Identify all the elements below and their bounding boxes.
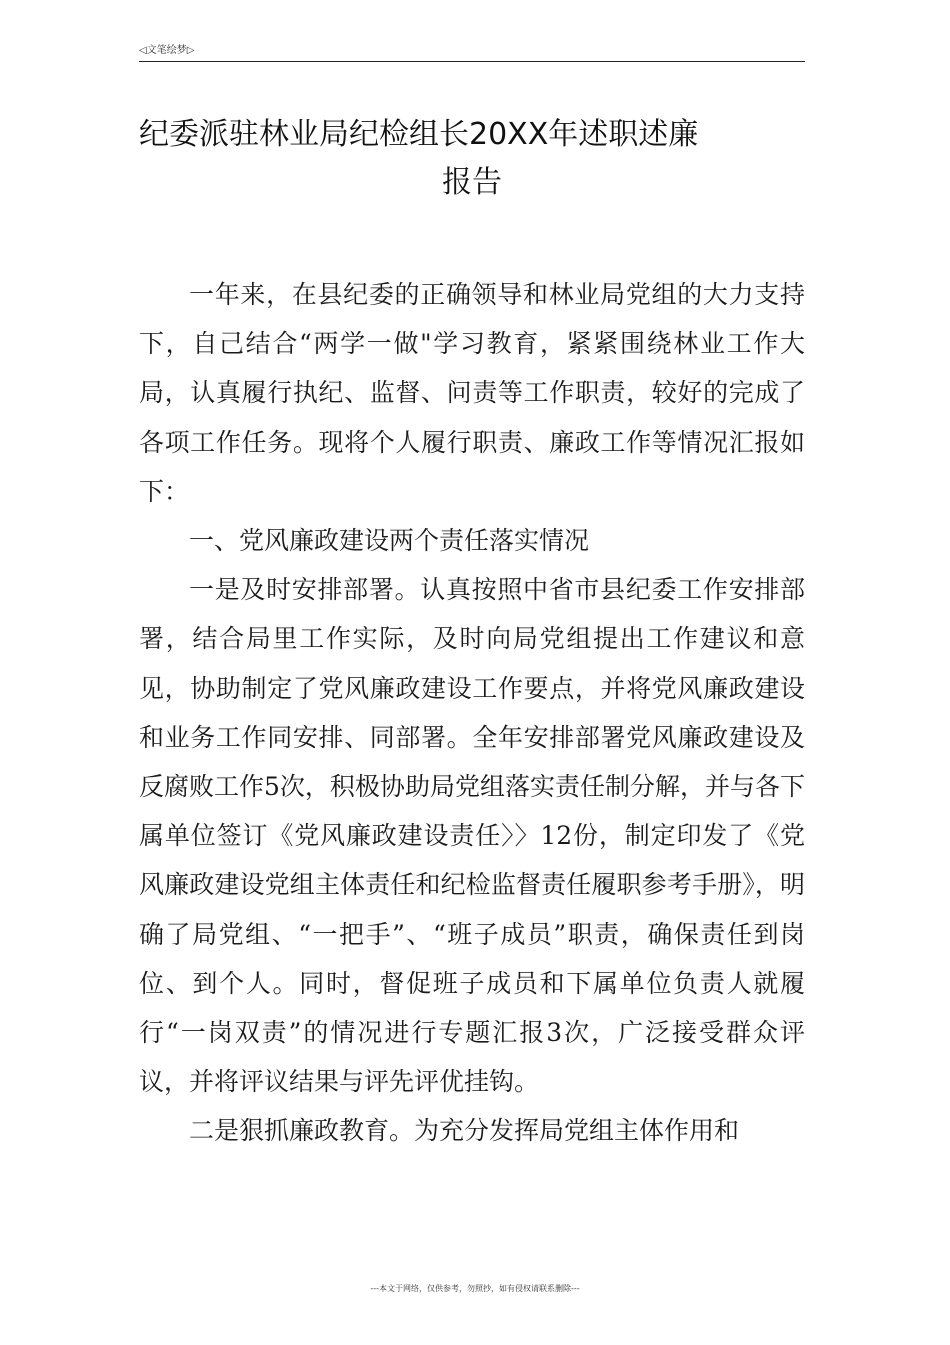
document-title-line-1: 纪委派驻林业局纪检组长20XX年述职述廉 xyxy=(139,117,699,152)
paragraph-deployment: 一是及时安排部署。认真按照中省市县纪委工作安排部署，结合局里工作实际，及时向局党组提出工作建议和意见，协助制定了党风廉政建设工作要点，并将党风廉政建设和业务工作同安排、同部署。全年安排部署党风廉政建设及反腐败工作5次，积极协助局党组落实责任制分解，并与各下属单位签订《党风廉政建设责任〉〉12份，制定印发了《党风廉政建设党组主体责任和纪检监督责任履职参考手册》，明确了局党组、“一把手”、“班子成员”职责，确保责任到岗位、到个人。同时，督促班子成员和下属单位负责人就履行“一岗双责”的情况进行专题汇报3次，广泛接受群众评议，并将评议结果与评先评优挂钩。 xyxy=(139,575,805,1097)
section-heading: 一、党风廉政建设两个责任落实情况 xyxy=(189,526,590,556)
document-body xyxy=(139,270,805,1156)
paragraph-education: 二是狠抓廉政教育。为充分发挥局党组主体作用和 xyxy=(189,1116,740,1146)
document-title-line-2: 报告 xyxy=(442,165,502,200)
header-rule xyxy=(139,61,805,62)
paragraph-intro: 一年来，在县纪委的正确领导和林业局党组的大力支持下，自己结合“两学一做"学习教育，紧紧围绕林业工作大局，认真履行执纪、监督、问责等工作职责，较好的完成了各项工作任务。现将个人履行职责、廉政工作等情况汇报如下： xyxy=(139,280,805,506)
header-mark: ◁文笔绘梦▷ xyxy=(139,45,195,56)
footer-disclaimer: ---本文于网络，仅供参考，勿照抄，如有侵权请联系删除--- xyxy=(370,1284,580,1293)
